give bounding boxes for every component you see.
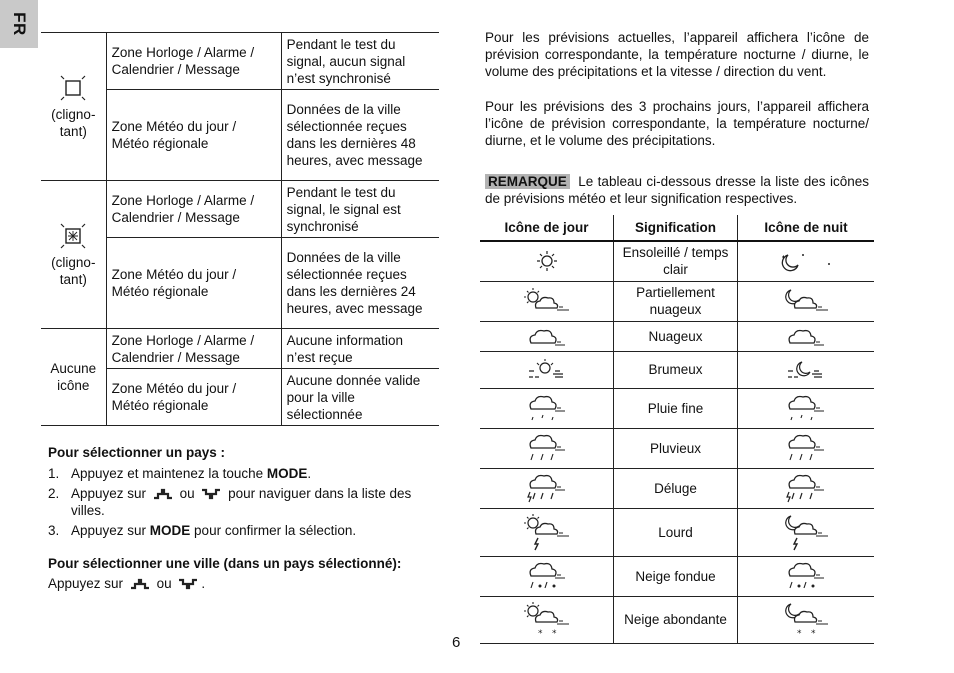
status-icon-cell	[41, 181, 106, 329]
header-day-icon: Icône de jour	[480, 215, 614, 241]
cloud-sleet-icon	[525, 560, 569, 592]
icon-cell	[738, 241, 875, 281]
status-cell: Données de la ville sélectionnée reçues dans les dernières 24 heures, avec message	[281, 238, 439, 329]
cloud-icon	[784, 325, 828, 347]
down-button-icon	[177, 578, 199, 590]
cloud-storm-rain-icon	[525, 472, 569, 504]
sun-cloud-snow-icon	[522, 600, 572, 640]
icon-cell	[480, 556, 614, 596]
cloud-sleet-icon	[784, 560, 828, 592]
status-cell: Données de la ville sélectionnée reçues dans les dernières 48 heures, avec message	[281, 90, 439, 181]
selection-instructions	[48, 444, 444, 592]
icon-cell	[738, 508, 875, 556]
table-row	[480, 351, 874, 388]
icon-cell	[480, 388, 614, 428]
svg-text:*: *	[537, 628, 542, 639]
header-night-icon: Icône de nuit	[738, 215, 875, 241]
step-item: 3. Appuyez sur MODE pour confirmer la sélection.	[48, 523, 357, 538]
icon-cell	[738, 428, 875, 468]
status-icon-label: Aucune icône	[50, 361, 97, 393]
icon-cell	[738, 596, 875, 643]
down-button-icon	[200, 488, 222, 500]
cloud-rain-icon	[784, 432, 828, 464]
icon-cell	[738, 468, 875, 508]
moon-cloud-lightning-icon	[781, 512, 831, 552]
status-icon-label: (cligno- tant)	[51, 254, 96, 287]
country-heading: Pour sélectionner un pays :	[48, 445, 226, 460]
table-row	[480, 556, 874, 596]
zone-cell: Zone Horloge / Alarme / Calendrier / Message	[106, 33, 281, 90]
clock-signal-blink-icon	[59, 74, 87, 102]
table-row	[480, 241, 874, 281]
cloud-icon	[525, 325, 569, 347]
zone-cell: Zone Horloge / Alarme / Calendrier / Message	[106, 329, 281, 369]
status-cell: Pendant le test du signal, le signal est synchronisé	[281, 181, 439, 238]
svg-text:*: *	[797, 628, 802, 639]
status-cell: Aucune information n’est reçue	[281, 329, 439, 369]
paragraph: Pour les prévisions actuelles, l’appareil affichera l’icône de prévision correspondante, la température nocturne / diurne, le volume des précipitations et la vitesse / direction du vent.	[485, 30, 869, 79]
meaning-cell: Nuageux	[614, 321, 738, 351]
sun-cloud-lightning-icon	[522, 512, 572, 552]
step-item: 1. Appuyez et maintenez la touche MODE.	[48, 466, 312, 481]
page-number: 6	[452, 634, 461, 651]
icon-cell	[738, 321, 875, 351]
cloud-storm-rain-icon	[784, 472, 828, 504]
zone-cell: Zone Météo du jour / Météo régionale	[106, 90, 281, 181]
status-cell: Pendant le test du signal, aucun signal n’est synchronisé	[281, 33, 439, 90]
cloud-light-rain-icon	[525, 393, 569, 423]
sun-cloud-icon	[522, 286, 572, 316]
city-instruction: Appuyez sur ou .	[48, 576, 206, 591]
paragraph: Pour les prévisions des 3 prochains jours, l’appareil affichera l’icône de prévision correspondante, la température nocturne/ diurne, et le volume des précipitations.	[485, 99, 869, 148]
meaning-cell: Partiellement nuageux	[614, 281, 738, 321]
status-icon-label: (cligno- tant)	[51, 106, 96, 139]
icon-cell	[480, 596, 614, 643]
icon-cell	[480, 351, 614, 388]
table-row	[480, 468, 874, 508]
signal-status-table	[41, 32, 439, 426]
step-item: 2. Appuyez sur ou pour naviguer dans la liste des villes.	[48, 486, 412, 518]
icon-cell	[480, 321, 614, 351]
city-heading: Pour sélectionner une ville (dans un pays sélectionné):	[48, 556, 402, 571]
table-row	[480, 281, 874, 321]
icon-cell	[738, 388, 875, 428]
icon-cell	[738, 281, 875, 321]
table-row	[480, 388, 874, 428]
icon-cell	[480, 428, 614, 468]
icon-cell	[480, 508, 614, 556]
table-row	[480, 428, 874, 468]
icon-cell	[480, 281, 614, 321]
zone-cell: Zone Météo du jour / Météo régionale	[106, 238, 281, 329]
cloud-light-rain-icon	[784, 393, 828, 423]
icon-cell	[738, 556, 875, 596]
meaning-cell: Brumeux	[614, 351, 738, 388]
forecast-icon-table	[480, 215, 874, 644]
zone-cell: Zone Météo du jour / Météo régionale	[106, 369, 281, 426]
meaning-cell: Ensoleillé / temps clair	[614, 241, 738, 281]
table-row	[480, 508, 874, 556]
header-meaning: Signification	[614, 215, 738, 241]
meaning-cell: Neige abondante	[614, 596, 738, 643]
cloud-rain-icon	[525, 432, 569, 464]
meaning-cell: Neige fondue	[614, 556, 738, 596]
icon-cell	[480, 241, 614, 281]
language-tab: FR	[0, 0, 38, 48]
country-steps	[48, 465, 444, 539]
svg-text:*: *	[811, 628, 816, 639]
clock-signal-wave-blink-icon	[59, 222, 87, 250]
status-icon-cell	[41, 33, 106, 181]
table-row	[480, 321, 874, 351]
status-cell: Aucune donnée valide pour la ville sélectionnée	[281, 369, 439, 426]
status-icon-cell	[41, 329, 106, 426]
table-row	[480, 596, 874, 643]
remarque-paragraph: REMARQUE Le tableau ci-dessous dresse la liste des icônes de prévisions météo et leur signification respectives.	[485, 174, 869, 206]
moon-stars-icon	[778, 249, 834, 273]
sun-icon	[535, 249, 559, 273]
forecast-description	[485, 29, 869, 225]
icon-cell	[738, 351, 875, 388]
moon-fog-icon	[784, 357, 828, 383]
meaning-cell: Pluvieux	[614, 428, 738, 468]
moon-cloud-snow-icon	[781, 600, 831, 640]
moon-cloud-icon	[781, 286, 831, 316]
svg-text:*: *	[551, 628, 556, 639]
meaning-cell: Lourd	[614, 508, 738, 556]
zone-cell: Zone Horloge / Alarme / Calendrier / Message	[106, 181, 281, 238]
sun-fog-icon	[525, 357, 569, 383]
meaning-cell: Déluge	[614, 468, 738, 508]
up-button-icon	[152, 488, 174, 500]
meaning-cell: Pluie fine	[614, 388, 738, 428]
icon-cell	[480, 468, 614, 508]
remarque-label: REMARQUE	[485, 174, 570, 189]
up-button-icon	[129, 578, 151, 590]
